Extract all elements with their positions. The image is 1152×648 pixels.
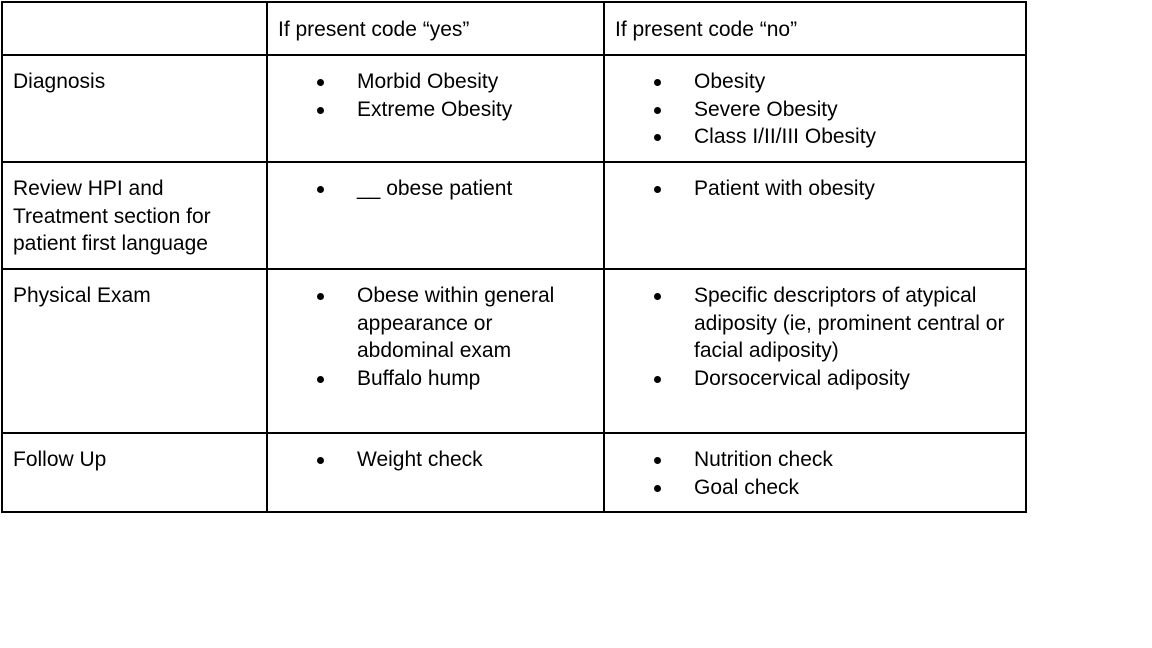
bullet-icon [654, 134, 661, 141]
bullet-icon [317, 186, 324, 193]
list-item: Weight check [268, 446, 593, 474]
row-label: Review HPI and Treatment section for patient first language [13, 177, 211, 255]
bullet-icon [654, 376, 661, 383]
yes-cell [267, 433, 604, 512]
bullet-icon [317, 79, 324, 86]
list-item: Dorsocervical adiposity [605, 365, 1015, 393]
no-cell [604, 55, 1026, 162]
no-list [605, 163, 1025, 203]
no-cell [604, 269, 1026, 433]
no-list [605, 270, 1025, 392]
table-row-physical-exam [2, 269, 1026, 433]
bullet-icon [654, 485, 661, 492]
bullet-icon [317, 457, 324, 464]
row-label-cell [2, 269, 267, 433]
row-label: Follow Up [13, 448, 107, 471]
bullet-icon [317, 107, 324, 114]
list-item: Extreme Obesity [268, 96, 593, 124]
yes-cell [267, 55, 604, 162]
bullet-icon [317, 376, 324, 383]
obesity-coding-table [1, 1, 1027, 513]
list-item: Obesity [605, 68, 1015, 96]
bullet-icon [654, 186, 661, 193]
bullet-icon [654, 457, 661, 464]
bullet-icon [654, 293, 661, 300]
no-list [605, 56, 1025, 151]
header-empty-cell [2, 2, 267, 55]
list-item: Morbid Obesity [268, 68, 593, 96]
table-row-diagnosis [2, 55, 1026, 162]
list-item: Class I/II/III Obesity [605, 123, 1015, 151]
bullet-icon [654, 107, 661, 114]
list-item: Goal check [605, 474, 1015, 502]
list-item: Specific descriptors of atypical adiposity (ie, prominent central or facial adiposity) [605, 282, 1015, 365]
table-row-follow-up [2, 433, 1026, 512]
list-item: Buffalo hump [268, 365, 593, 393]
table-header-row [2, 2, 1026, 55]
row-label: Diagnosis [13, 70, 106, 93]
row-label-cell [2, 162, 267, 269]
no-list [605, 434, 1025, 501]
header-yes-cell [267, 2, 604, 55]
yes-column-header: If present code “yes” [278, 18, 470, 41]
yes-cell [267, 269, 604, 433]
yes-list [268, 163, 603, 203]
no-cell [604, 433, 1026, 512]
list-item: __ obese patient [268, 175, 593, 203]
list-item: Nutrition check [605, 446, 1015, 474]
bullet-icon [317, 293, 324, 300]
list-item: Obese within general appearance or abdominal exam [268, 282, 593, 365]
table-row-review-hpi [2, 162, 1026, 269]
yes-list [268, 434, 603, 474]
row-label-cell [2, 433, 267, 512]
row-label: Physical Exam [13, 284, 151, 307]
no-cell [604, 162, 1026, 269]
yes-list [268, 270, 603, 392]
list-item: Patient with obesity [605, 175, 1015, 203]
yes-cell [267, 162, 604, 269]
bullet-icon [654, 79, 661, 86]
yes-list [268, 56, 603, 123]
list-item: Severe Obesity [605, 96, 1015, 124]
no-column-header: If present code “no” [615, 18, 798, 41]
header-no-cell [604, 2, 1026, 55]
row-label-cell [2, 55, 267, 162]
